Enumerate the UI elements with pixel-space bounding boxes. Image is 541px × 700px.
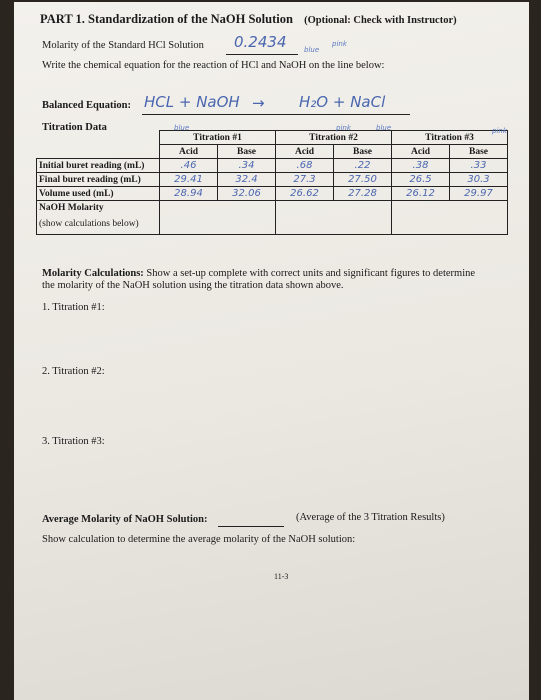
titration-3-header: Titration #3 xyxy=(392,131,508,145)
subheader-base: Base xyxy=(218,145,276,159)
part-title: PART 1. Standardization of the NaOH Solution xyxy=(40,12,293,26)
row-label: Initial buret reading (mL) xyxy=(37,159,160,173)
margin-note-pink-top: pink xyxy=(332,40,347,48)
average-molarity-underline xyxy=(218,526,284,527)
table-cell: .34 xyxy=(218,159,276,173)
molarity-hcl-underline xyxy=(226,54,298,55)
table-cell: 29.97 xyxy=(450,187,508,201)
titration-data-title: Titration Data xyxy=(42,122,107,133)
table-cell: 27.50 xyxy=(334,173,392,187)
margin-note-pink-2: pink xyxy=(336,124,351,132)
molarity-cell-1 xyxy=(160,201,276,235)
equation-underline xyxy=(142,114,410,115)
part-title-line xyxy=(40,12,457,27)
margin-note-pink-3: pink xyxy=(492,127,507,135)
row-label: Final buret reading (mL) xyxy=(37,173,160,187)
table-cell: 32.4 xyxy=(218,173,276,187)
subheader-base: Base xyxy=(450,145,508,159)
table-cell: .68 xyxy=(276,159,334,173)
margin-note-blue-top: blue xyxy=(304,46,320,54)
margin-note-blue-3: blue xyxy=(376,124,392,132)
table-row xyxy=(37,201,508,215)
table-cell: 26.12 xyxy=(392,187,450,201)
titration-1-item: 1. Titration #1: xyxy=(42,302,105,313)
table-cell: 27.28 xyxy=(334,187,392,201)
subheader-acid: Acid xyxy=(160,145,218,159)
page-number: 11-3 xyxy=(274,572,289,581)
table-cell: .38 xyxy=(392,159,450,173)
equation-prompt: Write the chemical equation for the reaction of HCl and NaOH on the line below: xyxy=(42,60,385,71)
balanced-equation-label: Balanced Equation: xyxy=(42,100,131,111)
titration-data-table xyxy=(36,130,508,235)
table-cell: .33 xyxy=(450,159,508,173)
molarity-calculations-block xyxy=(42,268,512,292)
table-row xyxy=(37,187,508,201)
table-cell: .46 xyxy=(160,159,218,173)
table-cell: 30.3 xyxy=(450,173,508,187)
row-label: Volume used (mL) xyxy=(37,187,160,201)
equation-arrow: → xyxy=(252,94,265,112)
molarity-calculations-heading: Molarity Calculations: xyxy=(42,268,144,279)
molarity-cell-3 xyxy=(392,201,508,235)
molarity-cell-2 xyxy=(276,201,392,235)
molarity-instructions-1: Show a set-up complete with correct units and significant figures to determine xyxy=(146,268,476,279)
subheader-base: Base xyxy=(334,145,392,159)
table-cell: 28.94 xyxy=(160,187,218,201)
table-cell: .22 xyxy=(334,159,392,173)
titration-3-item: 3. Titration #3: xyxy=(42,436,105,447)
table-header-row xyxy=(37,131,508,145)
titration-2-item: 2. Titration #2: xyxy=(42,366,105,377)
table-cell: 26.5 xyxy=(392,173,450,187)
molarity-instructions-2: the molarity of the NaOH solution using the titration data shown above. xyxy=(42,280,344,291)
average-instruction: Show calculation to determine the average molarity of the NaOH solution: xyxy=(42,534,356,545)
table-cell: 27.3 xyxy=(276,173,334,187)
optional-note: (Optional: Check with Instructor) xyxy=(304,15,457,26)
table-subheader-row xyxy=(37,145,508,159)
molarity-hcl-value: 0.2434 xyxy=(234,33,287,51)
average-note: (Average of the 3 Titration Results) xyxy=(296,512,445,523)
margin-note-blue-1: blue xyxy=(174,124,190,132)
table-cell: 32.06 xyxy=(218,187,276,201)
subheader-acid: Acid xyxy=(392,145,450,159)
table-row xyxy=(37,173,508,187)
average-molarity-label: Average Molarity of NaOH Solution: xyxy=(42,514,208,525)
titration-2-header: Titration #2 xyxy=(276,131,392,145)
table-row xyxy=(37,159,508,173)
row-label: (show calculations below) xyxy=(37,214,160,235)
table-cell: 26.62 xyxy=(276,187,334,201)
titration-1-header: Titration #1 xyxy=(160,131,276,145)
equation-products: H₂O + NaCl xyxy=(299,93,386,111)
table-cell: 29.41 xyxy=(160,173,218,187)
row-label: NaOH Molarity xyxy=(37,201,160,215)
molarity-hcl-label: Molarity of the Standard HCl Solution xyxy=(42,40,204,51)
worksheet-page xyxy=(14,2,529,700)
equation-reactants: HCL + NaOH xyxy=(144,93,240,111)
subheader-acid: Acid xyxy=(276,145,334,159)
